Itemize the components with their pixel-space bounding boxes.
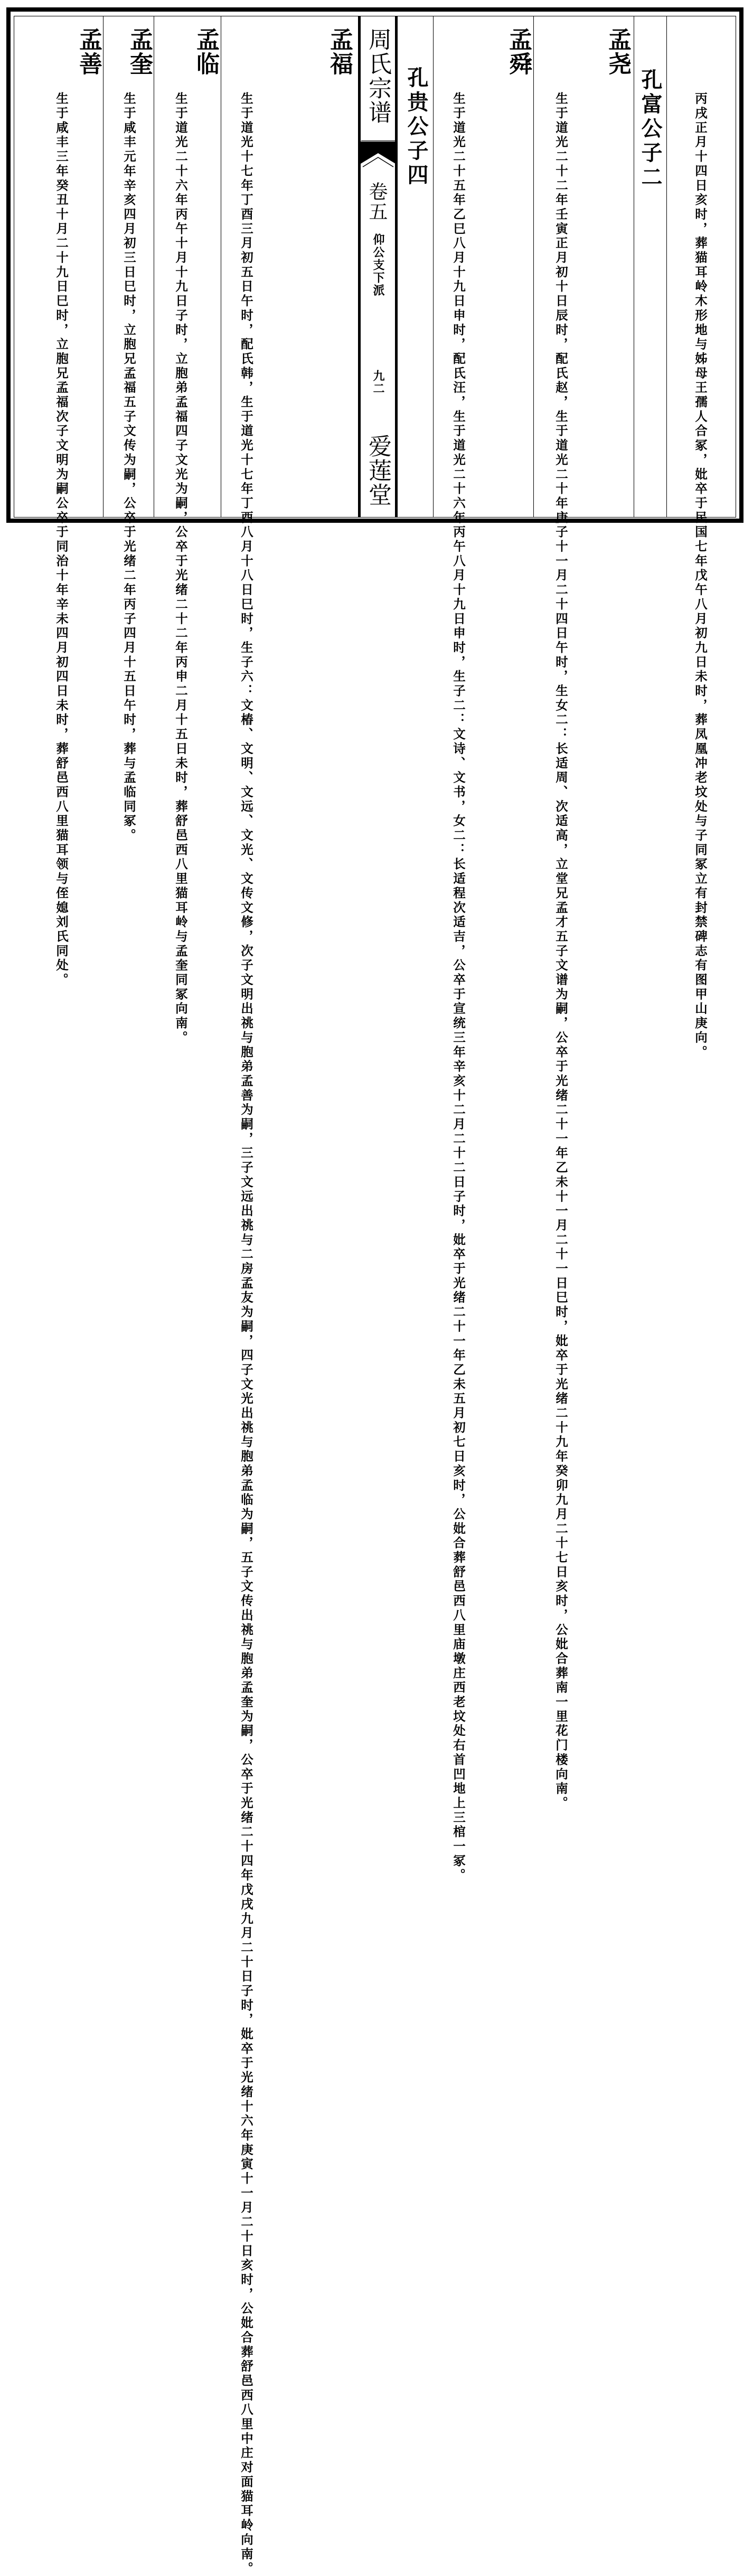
person-text: 生于咸丰三年癸丑十月二十九日巳时，立胞兄孟福次子文明为嗣公卒于同治十年辛未四月初四日未时，葬舒邑西八里猫耳领与侄媳刘氏同处。 [54, 92, 69, 988]
person-name: 孟临 [192, 27, 219, 76]
column-divider [433, 16, 434, 517]
person-text: 生于道光二十六年丙午十月十九日子时，立胞弟孟福四子文光为嗣，公卒于光绪二十二年丙申二月十五日未时，葬舒邑西八里猫耳岭与孟奎同冢向南。 [173, 92, 188, 1046]
section-heading-kongfu: 孔富公子二 [638, 69, 663, 190]
person-name: 孟善 [75, 27, 102, 76]
person-text: 生于道光十七年丁酉三月初五日午时，配氏韩，生于道光十七年丁酉八月十八日巳时，生子六：文椿、文明、文远、文光、文传文修，次子文明出祧与胞弟孟善为嗣，三子文远出祧与二房孟友为嗣，四子文光出祧与胞弟孟临为嗣，五子文传出祧与胞弟孟奎为嗣，公卒于光绪二十四年戊戌九月二十日子时，妣卒于光绪十六年庚寅十一月二十日亥时，公妣合葬舒邑西八里中庄对面猫耳岭向南。 [239, 92, 253, 2576]
person-text: 生于道光二十二年壬寅正月初十日辰时，配氏赵，生于道光二十年庚子十一月二十四日午时，生女二：长适周、次适高，立堂兄孟才五子文谱为嗣，公卒于光绪二十一年乙未十一月二十一日巳时，妣卒于光绪二十九年癸卯九月二十七日亥时，公妣合葬南一里花门楼向南。 [553, 92, 568, 1811]
continuation-text: 丙戌正月十四日亥时，葬猫耳岭木形地与姊母王孺人合冢，妣卒于民国七年戊午八月初九日未时，葬凤凰冲老坟处与子同冢立有封禁碑志有图甲山庚向。 [693, 92, 708, 1060]
page-number: 九二 [371, 370, 385, 395]
person-text: 生于道光二十五年乙巳八月十九日申时，配氏汪，生于道光二十六年丙午八月十九日申时，生子二：文诗、文书，女二：长适程次适吉，公卒于宣统三年辛亥十二月二十二日子时，妣卒于光绪二十一年乙未五月初七日亥时，公妣合葬舒邑西八里庙墩庄西老坟处右首凹地上三棺一冢。 [451, 92, 466, 1883]
person-name: 孟尧 [604, 27, 631, 76]
spine-right-rule [395, 16, 398, 517]
book-title: 周氏宗谱 [364, 27, 391, 125]
column-divider [533, 16, 534, 517]
spine-left-rule [358, 16, 361, 517]
person-name: 孟福 [326, 27, 353, 76]
person-text: 生于咸丰元年辛亥四月初三日巳时，立胞兄孟福五子文传为嗣，公卒于光绪二年丙子四月十五日午时，葬与孟临同冢。 [121, 92, 136, 843]
person-name: 孟舜 [505, 27, 532, 76]
column-divider [666, 16, 667, 517]
person-name: 孟奎 [126, 27, 153, 76]
section-heading-konggui: 孔贵公子四 [404, 67, 429, 188]
fish-tail-ornament [361, 142, 396, 178]
volume-label: 卷五 [366, 182, 388, 222]
branch-label: 仰公支下派 [371, 233, 385, 297]
hall-name: 爱莲堂 [364, 434, 391, 507]
